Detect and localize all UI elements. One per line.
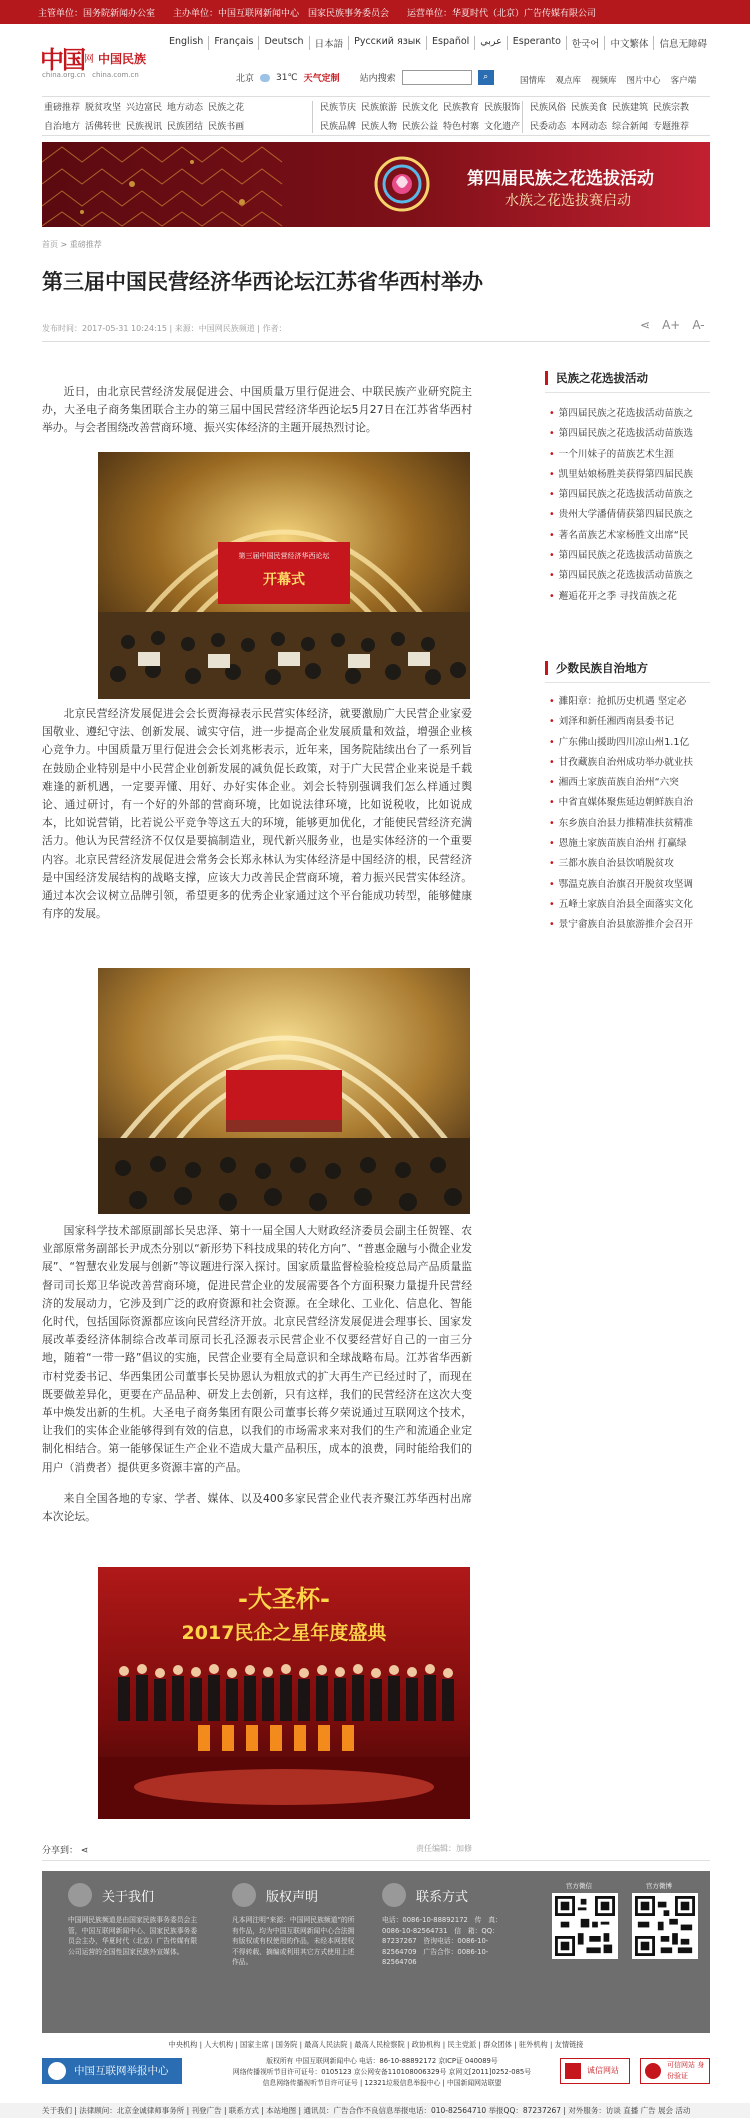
sidebar-list-item[interactable]: • 贵州大学潘倩倩获第四届民族之 [549, 505, 710, 525]
lang-spanish[interactable]: Español [427, 36, 475, 50]
article-photo-award-ceremony [98, 1567, 470, 1819]
sidebar-list-item[interactable]: • 邂逅花开之季 寻找苗族之花 [549, 587, 710, 607]
link-video[interactable]: 视频库 [591, 76, 617, 86]
nav-item[interactable]: 民族美食 [571, 103, 608, 113]
nav-divider [522, 101, 523, 133]
nav-group-2 [320, 100, 520, 132]
qr-wechat-label: 官方微信 [566, 1882, 592, 1890]
verified-site-badge[interactable]: 可信网站 身份验证 [640, 2058, 710, 2084]
weather-temperature: 31℃ [276, 72, 298, 83]
contact-title[interactable]: 联系方式 [416, 1889, 469, 1905]
share-icon[interactable]: ⋖ [640, 318, 651, 332]
lang-japanese[interactable]: 日本語 [310, 36, 350, 50]
sidebar-list-item[interactable]: • 恩施土家族苗族自治州 打赢绿 [549, 834, 710, 854]
nav-item[interactable]: 民族之花 [208, 103, 245, 113]
host-unit: 主管单位：国务院新闻办公室 [38, 8, 156, 19]
nav-item[interactable]: 民族团结 [167, 122, 204, 132]
lang-accessibility[interactable]: 信息无障碍 [659, 39, 707, 50]
sidebar-divider [545, 682, 710, 683]
sidebar-divider [545, 392, 710, 393]
report-center-logo[interactable]: 中国互联网举报中心 [42, 2058, 182, 2084]
photo1-sign-text: 开幕式 [263, 572, 305, 588]
link-guandian[interactable]: 观点库 [555, 76, 582, 86]
nav-group-3 [530, 100, 689, 132]
article-meta: 发布时间：2017-05-31 10:24:15 | 来源：中国网民族频道 | 作者： [42, 324, 287, 333]
photo-forum-opening-image [98, 452, 470, 699]
footer-links[interactable]: 中央机构 | 人大机构 | 国家主席 | 国务院 | 最高人民法院 | 最高人民检察院 | 政协机构 | 民主党派 | 群众团体 | 驻外机构 | 友情链接 [168, 2040, 584, 2049]
footer-about [68, 1883, 198, 1957]
bottom-links-bar[interactable]: 关于我们 | 法律顾问：北京金诚律师事务所 | 刊登广告 | 联系方式 | 本站地图 | 通讯员：广告合作不良信息举报电话：010-82564710 举报QQ：87237267 | 对外服务：访谈 直播 广告 展会 活动 [0, 2103, 750, 2118]
qr-wechat[interactable] [552, 1893, 618, 1959]
sidebar-list-item[interactable]: • 鄂温克族自治旗召开脱贫攻坚调 [549, 875, 710, 895]
banner-subtitle: 水族之花选拔赛启动 [505, 193, 631, 209]
cloud-icon [260, 74, 270, 82]
lang-english[interactable]: English [164, 36, 209, 50]
nav-item[interactable]: 活佛转世 [85, 122, 122, 132]
article-paragraph-1: 近日，由北京民营经济发展促进会、中国质量万里行促进会、中联民族产业研究院主办，大圣电子商务集团联合主办的第三届中国民营经济华西论坛5月27日在江苏省华西村举办。与会者围绕改善营商环境、振兴实体经济的主题开展热烈讨论。 [42, 385, 472, 435]
logo-domain-text: china.org.cn china.com.cn [42, 71, 139, 79]
sidebar-list-item[interactable]: • 濉阳章：抢抓历史机遇 坚定必 [549, 692, 710, 712]
qr-weibo-label: 官方微博 [646, 1882, 672, 1890]
nav-item[interactable]: 民族文化 [402, 103, 439, 113]
article-photo-forum-hall [98, 968, 470, 1214]
copyright-title[interactable]: 版权声明 [266, 1889, 319, 1905]
sidebar-list-item[interactable]: • 第四届民族之花选拔活动苗族之 [549, 566, 710, 586]
article-paragraph-4: 来自全国各地的专家、学者、媒体、以及400多家民营企业代表齐聚江苏华西村出席本次论坛。 [42, 1492, 472, 1524]
sidebar-list-item[interactable]: • 凯里姑娘杨胜美获得第四届民族 [549, 465, 710, 485]
nav-item[interactable]: 综合新闻 [612, 122, 649, 132]
nav-item[interactable]: 民族教育 [443, 103, 480, 113]
site-logo[interactable] [40, 40, 160, 80]
sidebar-list-item[interactable]: • 中省直媒体聚焦延边朝鲜族自治 [549, 793, 710, 813]
site-header [0, 24, 750, 94]
sidebar-list-item[interactable]: • 景宁畲族自治县旅游推介会召开 [549, 915, 710, 935]
sidebar-list-item[interactable]: • 五峰土家族自治县全面落实文化 [549, 895, 710, 915]
font-larger-button[interactable]: A+ [662, 318, 681, 332]
search-button[interactable] [478, 70, 494, 85]
search-icon: ⌕ [483, 72, 489, 82]
nav-item[interactable]: 民族宗教 [653, 103, 690, 113]
nav-item[interactable]: 民族建筑 [612, 103, 649, 113]
nav-item[interactable]: 民族书画 [208, 122, 245, 132]
nav-item[interactable]: 重磅推荐 [44, 103, 81, 113]
article-tools [640, 318, 705, 332]
font-smaller-button[interactable]: A- [692, 318, 705, 332]
logo-net-text: 网 [84, 54, 94, 65]
sidebar-heading-autonomous: 少数民族自治地方 [545, 661, 648, 675]
qr-weibo[interactable] [632, 1893, 698, 1959]
lang-korean[interactable]: 한국어 [567, 36, 606, 50]
copyright-icon [232, 1883, 256, 1907]
search-input[interactable] [402, 70, 472, 85]
link-client[interactable]: 客户端 [670, 76, 697, 86]
license-line-3[interactable]: 信息网络传播视听节目许可证号 | 12321垃圾信息举报中心 | 中国新闻网站联盟 [262, 2079, 502, 2087]
trusted-site-badge[interactable]: 诚信网站 [560, 2058, 630, 2084]
sidebar-list-item[interactable]: • 东乡族自治县力推精准扶贫精准 [549, 814, 710, 834]
lang-esperanto[interactable]: Esperanto [508, 36, 567, 50]
sidebar-list-autonomous [549, 692, 710, 936]
article-paragraph-3: 国家科学技术部原副部长吴忠泽、第十一届全国人大财政经济委员会副主任贺铿、农业部原常务副部长尹成杰分别以“新形势下科技成果的转化方向”、“普惠金融与小微企业发展”、“智慧农业发展与创新”等议题进行深入探讨。国家质量监督检验检疫总局产品质量监督司司长郑卫华说改善营商环境，促进民营企业的发展需要各个方面积聚力量提升民营经济的发展动力，它涉及到广泛的政府资源和社会资源。在全球化、工业化、信息化、智能化时代，包括国际资源都应该向民营经济开放。北京民营经济发展促进会理事长、国家发展改革委经济体制综合改革司原司长孔泾源表示民营企业不仅要经营好自己的一亩三分地，随着“一带一路”倡议的实施，民营企业要有全局意识和全球战略布局。江苏省华西新市村党委书记、华西集团公司董事长吴协恩认为粗放式的扩大再生产已经过时了，而现在既要做差异化，更要在产品品种、研发上去创新，只有这样，我们的民营经济在这次大变革中焕发出新的生机。大圣电子商务集团有限公司董事长蒋夕荣说通过互联网这个技术，让我们的实体企业能够得到有效的信息，以我们的市场需求来对我们的生产和流通企业定制化相结合。第一能够保证生产企业不造成大量产品积压，成本的浪费，同时能给我们的用户（消费者）提供更多资源丰富的产品。 [42, 1224, 472, 1474]
sidebar-list-item[interactable]: • 一个川妹子的苗族艺术生涯 [549, 445, 710, 465]
promo-banner[interactable] [42, 142, 710, 227]
operator-unit: 运营单位：华夏时代（北京）广告传媒有限公司 [407, 8, 597, 19]
footer-legal [42, 2054, 710, 2096]
sidebar-list-item[interactable]: • 甘孜藏族自治州成功举办就业扶 [549, 753, 710, 773]
logo-main-text: 中国 [40, 45, 84, 74]
share-icon[interactable]: ⋖ [80, 1846, 89, 1856]
nav-item[interactable]: 民委动态 [530, 122, 567, 132]
photo3-banner-text: -大圣杯- [238, 1585, 330, 1613]
nav-item[interactable]: 特色村寨 [443, 122, 480, 132]
footer-info-panel [42, 1871, 710, 2033]
footer-license [202, 2056, 562, 2089]
top-info-bar [0, 0, 750, 24]
nav-divider [312, 101, 313, 133]
nav-item[interactable]: 民族旅游 [361, 103, 398, 113]
sidebar-list-item[interactable]: • 第四届民族之花选拔活动苗族选 [549, 424, 710, 444]
sidebar-list-item[interactable]: • 刘泽和新任湘西南县委书记 [549, 712, 710, 732]
contact-text: 电话：0086-10-88892172 传 真：0086-10-82564731 信 箱：QQ：87237267 咨询电话：0086-10-82564709 广告合作：0086-10-82564706 [382, 1916, 502, 1966]
lang-german[interactable]: Deutsch [259, 36, 309, 50]
nav-group-1 [44, 100, 244, 132]
share-label: 分享到： [42, 1846, 79, 1856]
nav-item[interactable]: 本网动态 [571, 122, 608, 132]
organizer-unit: 主办单位：中国互联网新闻中心 国家民族事务委员会 [173, 8, 390, 19]
about-title[interactable]: 关于我们 [102, 1889, 155, 1905]
search-label: 站内搜索 [359, 74, 396, 84]
about-text: 中国网民族频道是由国家民族事务委员会主管，中国互联网新闻中心、国家民族事务委员会主办，华夏时代（北京）广告传媒有限公司运营的全国性国家民族外宣媒体。 [68, 1916, 198, 1956]
logo-channel-text: 中国民族 [98, 52, 147, 66]
lang-french[interactable]: Français [209, 36, 259, 50]
photo-award-ceremony-image [98, 1567, 470, 1819]
sidebar-list-item[interactable]: • 广东佛山援助四川凉山州1.1亿 [549, 733, 710, 753]
link-picture[interactable]: 图片中心 [626, 76, 661, 86]
nav-item[interactable]: 专题推荐 [653, 122, 690, 132]
nav-item[interactable]: 民族公益 [402, 122, 439, 132]
weather-custom-link[interactable]: 天气定制 [303, 74, 340, 84]
sidebar-list-item[interactable]: • 三都水族自治县饮哨脱贫攻 [549, 854, 710, 874]
header-right-links [520, 74, 696, 86]
weather-city: 北京 [236, 74, 255, 84]
photo3-sub-text: 2017民企之星年度盛典 [181, 1622, 387, 1644]
sidebar-list-item[interactable]: • 第四届民族之花选拔活动苗族之 [549, 485, 710, 505]
nav-item[interactable]: 地方动态 [167, 103, 204, 113]
license-line-2: 网络传播视听节目许可证号：0105123 京公网安备110108006329号 京网文[2011]0252-085号 [232, 2068, 532, 2076]
footer-copyright [232, 1883, 357, 1968]
user-icon [68, 1883, 92, 1907]
license-line-1: 版权所有 中国互联网新闻中心 电话：86-10-88892172 京ICP证 040089号 [266, 2057, 498, 2065]
nav-item[interactable]: 自治地方 [44, 122, 81, 132]
footer-contact [382, 1883, 512, 1968]
nav-item[interactable]: 民族风俗 [530, 103, 567, 113]
qr-code-icon [555, 1896, 615, 1956]
nav-item[interactable]: 民族节庆 [320, 103, 357, 113]
nav-item[interactable]: 脱贫攻坚 [85, 103, 122, 113]
language-links [164, 36, 712, 50]
nav-item[interactable]: 民族人物 [361, 122, 398, 132]
breadcrumb[interactable]: 首页 > 重磅推荐 [42, 240, 102, 249]
title-divider [42, 341, 710, 342]
nav-item[interactable]: 兴边富民 [126, 103, 163, 113]
link-guoqing[interactable]: 国情库 [520, 76, 546, 86]
lang-traditional-chinese[interactable]: 中文繁体 [605, 36, 654, 50]
banner-title: 第四届民族之花选拔活动 [467, 169, 654, 189]
share-divider [42, 1860, 710, 1861]
sidebar-list-item[interactable]: • 第四届民族之花选拔活动苗族之 [549, 546, 710, 566]
sidebar-list-flower [549, 404, 710, 607]
share-row [42, 1843, 472, 1861]
sidebar-heading-flower: 民族之花选拔活动 [545, 371, 648, 385]
qr-code-icon [635, 1896, 695, 1956]
sidebar-list-item[interactable]: • 湘西土家族苗族自治州“六突 [549, 773, 710, 793]
main-nav [42, 96, 710, 136]
article-photo-forum-opening [98, 452, 470, 699]
pen-icon [382, 1883, 406, 1907]
nav-item[interactable]: 民族视讯 [126, 122, 163, 132]
lang-arabic[interactable]: عربي [475, 36, 507, 50]
photo1-banner-text: 第三届中国民营经济华西论坛 [238, 552, 330, 560]
copyright-text: 凡本网注明“来源：中国网民族频道”的所有作品，均为中国互联网新闻中心合法拥有版权或有权使用的作品，未经本网授权不得转载、摘编或利用其它方式使用上述作品。 [232, 1916, 355, 1966]
nav-item[interactable]: 民族品牌 [320, 122, 357, 132]
article-paragraph-2: 北京民营经济发展促进会会长贾海禄表示民营实体经济，就要激励广大民营企业家爱国敬业、遵纪守法、创新发展、诚实守信，进一步提高企业发展质量和效益，增强企业核心竞争力。中国质量万里行促进会会长刘兆彬表示，近年来，国务院陆续出台了一系列旨在鼓励企业特别是中小民营企业创新发展的减负促长政策，对于广大民营企业来说是千载难逢的新机遇，一定要弄懂、用好、办好实体企业。刘会长特别强调我们怎么样通过舆论、通过研讨，有一个好的外部的营商环境，比如说法律环境，比如说税收，比如说成本，比如说营销，比若说公平竞争等这五大的环境，能够更加优化，才能使民营经济充满活力。他认为民营经济不仅仅是要搞制造业，现代新兴服务业，也是实体经济的一个重要内容。北京民营经济发展促进会常务会长郑永林认为实体经济是中国经济的根，民营经济是中国经济发展结构的战略支撑，应该大力改善民企营商环境，着力振兴民营实体经济。通过本次会议树立品牌引领，希望更多的优秀企业家通过这个平台能成功转型，能够健康有序的发展。 [42, 707, 472, 921]
nav-item[interactable]: 民族服饰 [484, 103, 521, 113]
article-title: 第三届中国民营经济华西论坛江苏省华西村举办 [42, 270, 483, 294]
sidebar-list-item[interactable]: • 著名苗族艺术家杨胜文出席“民 [549, 526, 710, 546]
responsible-editor: 责任编辑：加修 [416, 1844, 472, 1853]
lang-russian[interactable]: Русский язык [349, 36, 427, 50]
sidebar-list-item[interactable]: • 第四届民族之花选拔活动苗族之 [549, 404, 710, 424]
photo-forum-hall-image [98, 968, 470, 1214]
weather-search-row [236, 70, 494, 85]
nav-item[interactable]: 文化遗产 [484, 122, 521, 132]
